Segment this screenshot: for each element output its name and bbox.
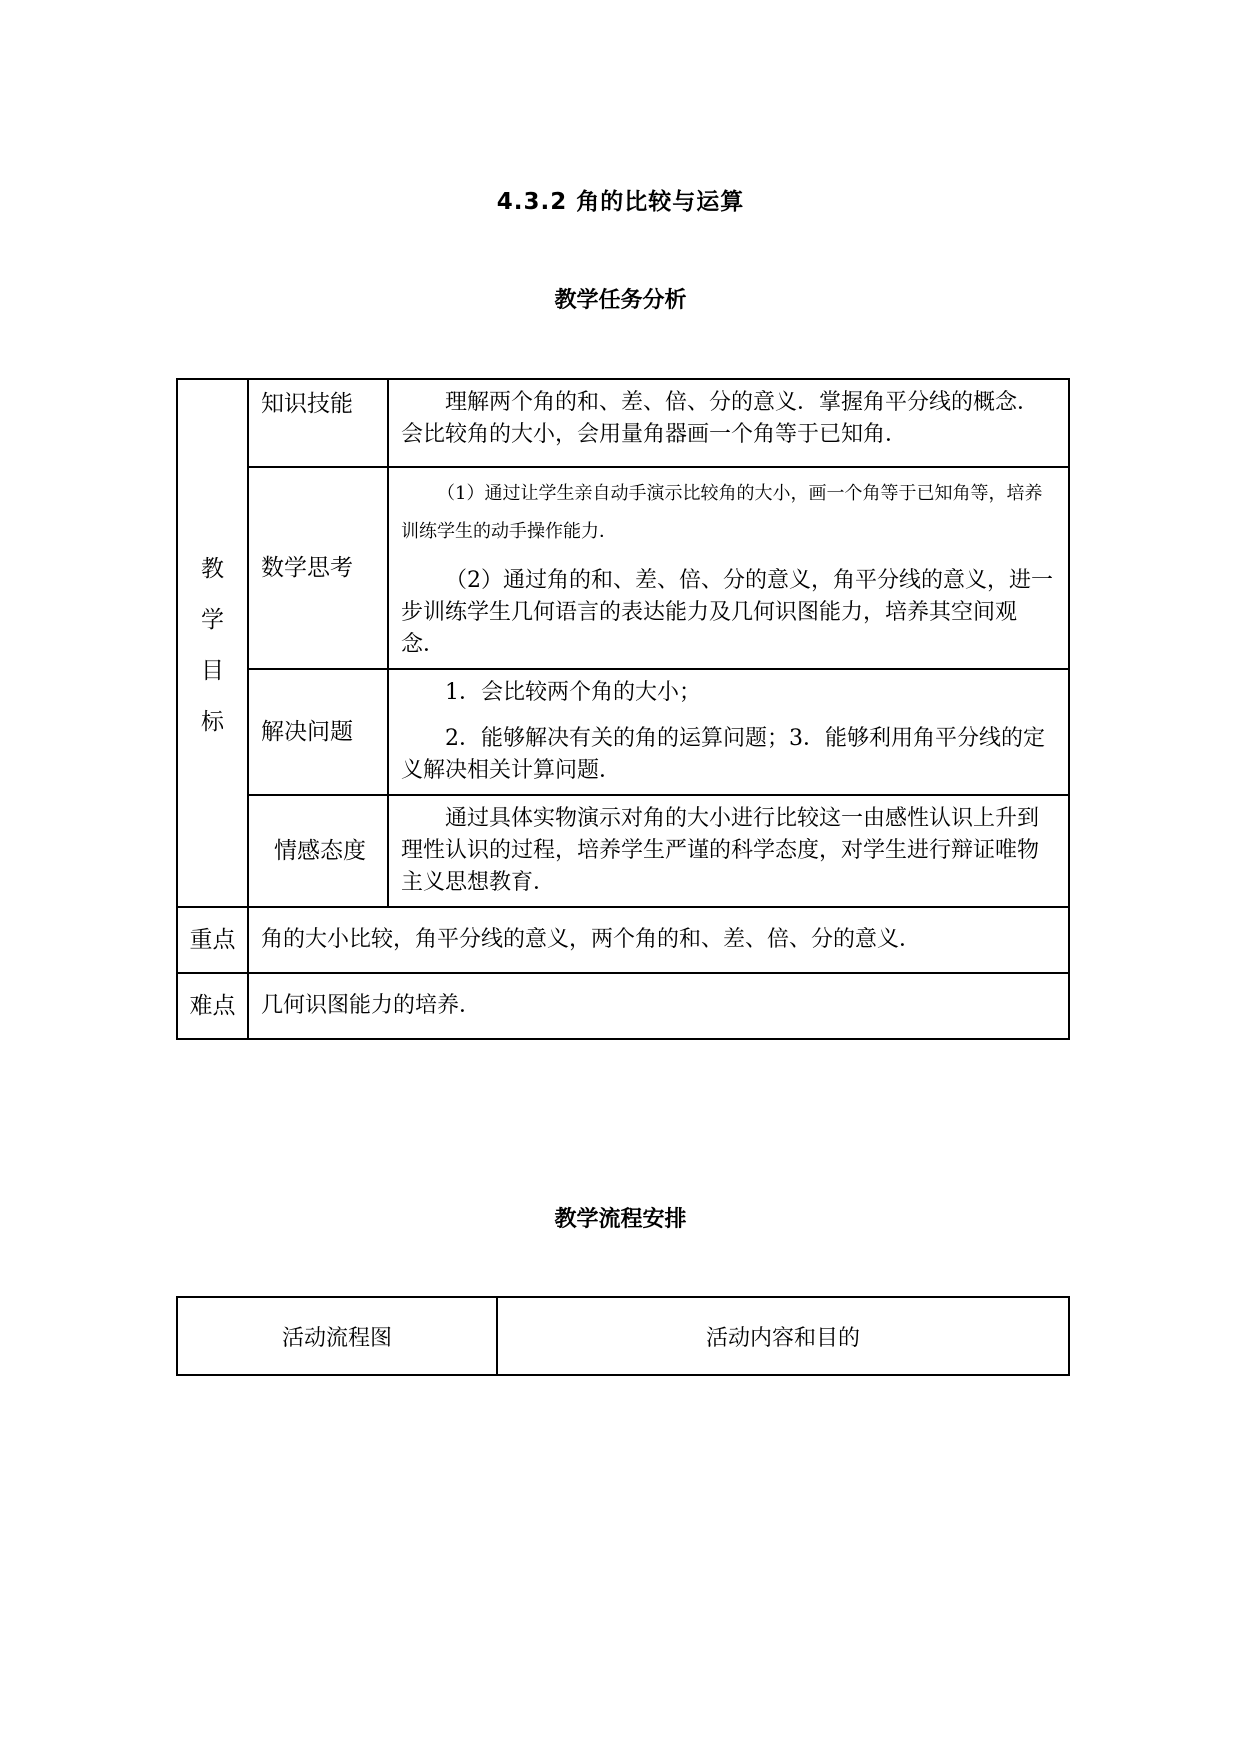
teaching-goals-label (177, 379, 248, 907)
document-title: 4.3.2 角的比较与运算 (496, 189, 745, 215)
goal-label-char: 教 (201, 556, 224, 582)
table-row (177, 907, 1069, 973)
goal-label-char: 学 (201, 607, 224, 633)
category-problem-solving: 解决问题 (248, 669, 388, 795)
content-paragraph: （2）通过角的和、差、倍、分的意义，角平分线的意义，进一步训练学生几何语言的表达能力及几何识图能力，培养其空间观念． (401, 568, 1053, 657)
content-knowledge-skills (388, 379, 1069, 467)
teaching-flow-table (176, 1296, 1070, 1376)
content-math-thinking (388, 467, 1069, 669)
goal-label-char: 标 (201, 709, 224, 735)
content-attitude (388, 795, 1069, 907)
category-knowledge-skills: 知识技能 (248, 379, 388, 467)
difficulty-content: 几何识图能力的培养． (248, 973, 1069, 1039)
content-paragraph: 2．能够解决有关的角的运算问题；3．能够利用角平分线的定义解决相关计算问题． (401, 726, 1045, 783)
content-paragraph: 理解两个角的和、差、倍、分的意义．掌握角平分线的概念．会比较角的大小，会用量角器画一个角等于已知角． (401, 390, 1040, 447)
key-point-content: 角的大小比较，角平分线的意义，两个角的和、差、倍、分的意义． (248, 907, 1069, 973)
table-row (177, 669, 1069, 795)
section-heading-task-analysis: 教学任务分析 (554, 288, 687, 313)
section-heading-teaching-flow: 教学流程安排 (554, 1207, 687, 1232)
key-point-label: 重点 (177, 907, 248, 973)
table-row (177, 973, 1069, 1039)
goal-label-char: 目 (201, 658, 224, 684)
content-paragraph: （1）通过让学生亲自动手演示比较角的大小，画一个角等于已知角等，培养训练学生的动手操作能力． (401, 483, 1043, 542)
content-paragraph: 1．会比较两个角的大小； (445, 680, 701, 705)
content-paragraph: 通过具体实物演示对角的大小进行比较这一由感性认识上升到理性认识的过程，培养学生严谨的科学态度，对学生进行辩证唯物主义思想教育． (401, 806, 1040, 895)
difficulty-label: 难点 (177, 973, 248, 1039)
category-attitude: 情感态度 (248, 795, 388, 907)
flow-header-content: 活动内容和目的 (497, 1297, 1069, 1375)
task-analysis-table (176, 378, 1070, 1040)
category-math-thinking: 数学思考 (248, 467, 388, 669)
table-row (177, 467, 1069, 669)
content-problem-solving (388, 669, 1069, 795)
table-row (177, 795, 1069, 907)
flow-header-chart: 活动流程图 (177, 1297, 497, 1375)
table-row (177, 1297, 1069, 1375)
table-row (177, 379, 1069, 467)
